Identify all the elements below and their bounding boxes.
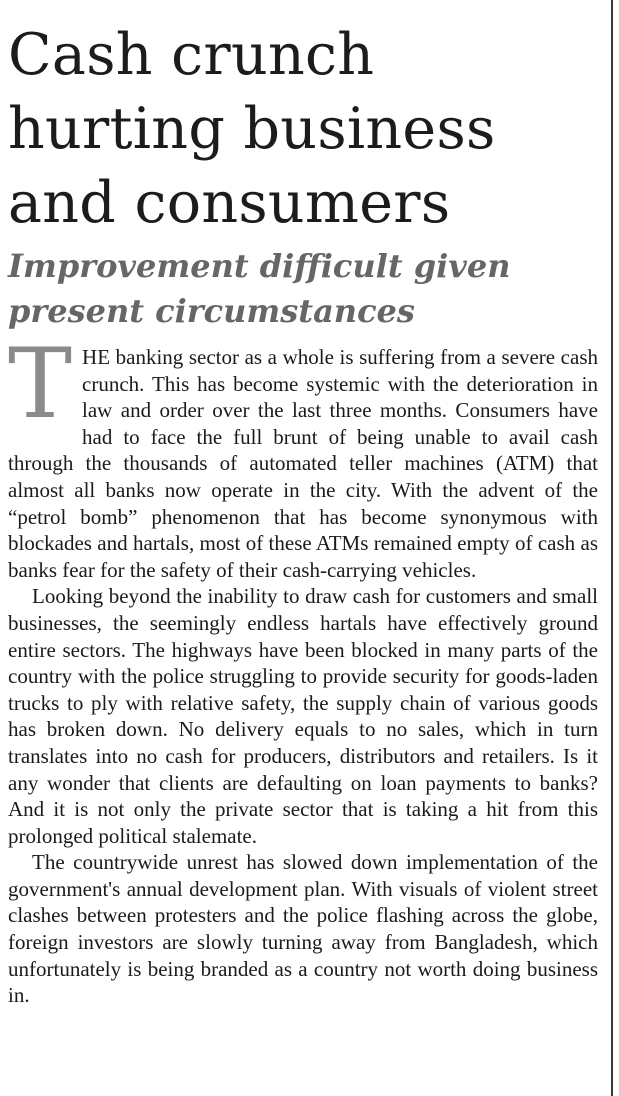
drop-cap: T bbox=[8, 328, 73, 440]
paragraph-1-text: HE banking sector as a whole is suffering from a severe cash crunch. This has become systemic with the deterioration in law and order over the last three months. Consumers have had to face the full brunt of being unable to avail cash through the thousands of automated teller machines (ATM) that almost all banks now operate in the city. With the advent of the “petrol bomb” phenomenon that has become synonymous with blockades and hartals, most of these ATMs remained empty of cash as banks fear for the safety of their cash-carrying vehicles. bbox=[8, 345, 598, 582]
column-rule bbox=[611, 0, 613, 1096]
paragraph-2: Looking beyond the inability to draw cash for customers and small businesses, the seemingly endless hartals have effectively ground entire sectors. The highways have been blocked in many parts of the country with the police struggling to provide security for goods-laden trucks to ply with relative safety, the supply chain of various goods has broken down. No delivery equals to no sales, which in turn translates into no cash for producers, distributors and retailers. Is it any wonder that clients are defaulting on loan payments to banks? And it is not only the private sector that is taking a hit from this prolonged political stalemate. bbox=[8, 584, 598, 848]
paragraph-3: The countrywide unrest has slowed down implementation of the government's annual development plan. With visuals of violent street clashes between protesters and the police flashing across the globe, foreign investors are slowly turning away from Bangladesh, which unfortunately is being branded as a country not worth doing business in. bbox=[8, 850, 598, 1008]
article-body bbox=[8, 328, 598, 1009]
subheadline: Improvement difficult given present circumstances bbox=[8, 247, 511, 330]
headline: Cash crunch hurting business and consumers bbox=[8, 22, 496, 236]
paragraph-1 bbox=[8, 328, 598, 583]
article bbox=[8, 18, 598, 1009]
